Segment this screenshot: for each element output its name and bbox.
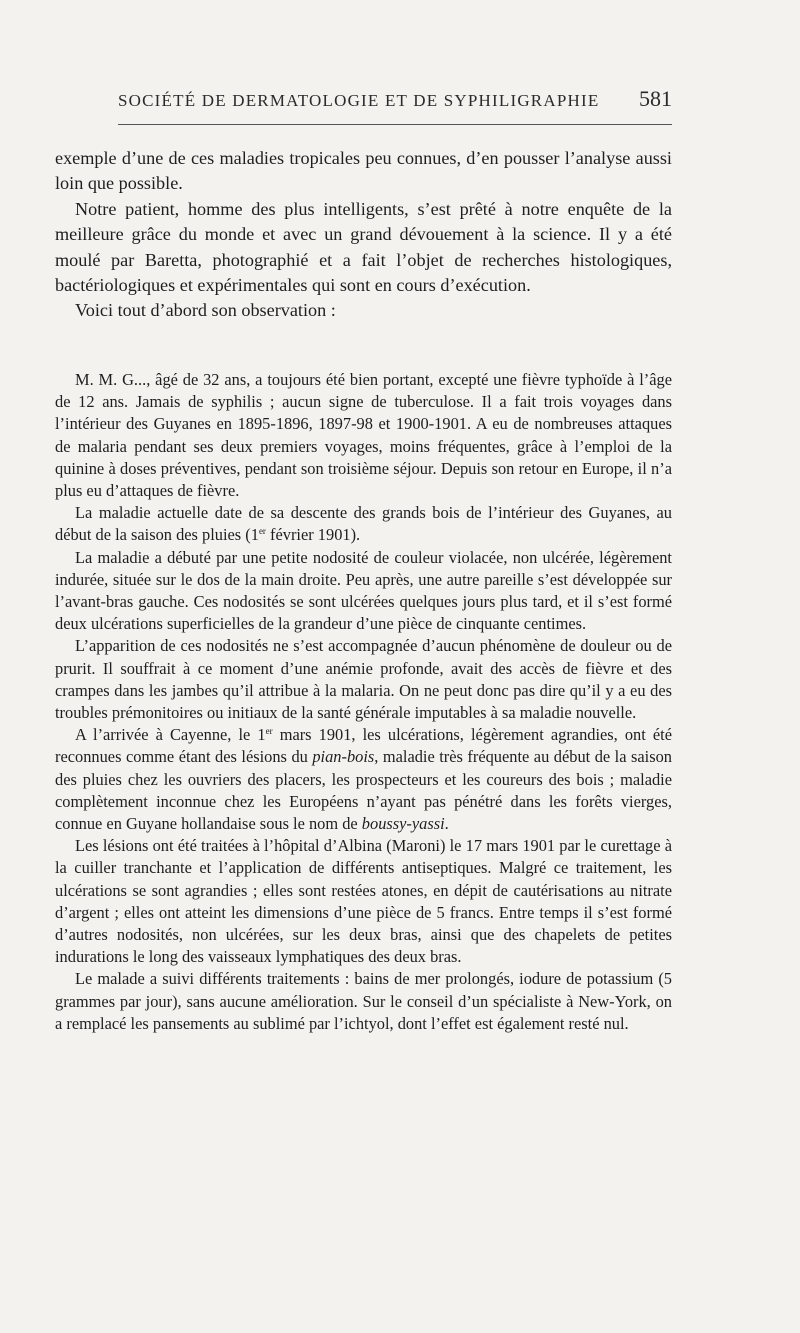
observation-paragraph-3: La maladie a débuté par une petite nodosité de couleur violacée, non ulcérée, légèrement indurée, située sur le dos de la main droite. Peu après, une autre pareille s’est développée sur l’avant-bras gauche. Ces nodosités se sont ulcérées quelques jours plus tard, et il s’est formé deux ulcérations superficielles de la grandeur d’une pièce de cinquante centimes. [55, 547, 672, 634]
intro-paragraph-1: exemple d’une de ces maladies tropicales peu connues, d’en pousser l’analyse aussi loin que possible. [55, 148, 672, 194]
observation-paragraph-5 [55, 724, 672, 835]
text-span: La maladie actuelle date de sa descente des grands bois de l’intérieur des Guyanes, au début de la saison des pluies (1 [55, 503, 672, 545]
text-span: mars 1901, les ulcérations, légèrement agrandies, ont été reconnues comme étant des lésions du [55, 725, 672, 767]
observation-paragraph-1: M. M. G..., âgé de 32 ans, a toujours été bien portant, excepté une fièvre typhoïde à l’âge de 12 ans. Jamais de syphilis ; aucun signe de tuberculose. Il a fait trois voyages dans l’intérieur des Guyanes en 1895-1896, 1897-98 et 1900-1901. A eu de nombreuses attaques de malaria pendant ses deux premiers voyages, moins fréquentes, grâce à l’emploi de la quinine à doses préventives, pendant son troisième séjour. Depuis son retour en Europe, il n’a plus eu d’attaques de fièvre. [55, 370, 672, 501]
intro-section [55, 146, 672, 324]
observation-paragraph-2 [55, 502, 672, 546]
observation-paragraph-4: L’apparition de ces nodosités ne s’est accompagnée d’aucun phénomène de douleur ou de prurit. Il souffrait à ce moment d’une anémie profonde, avait des accès de fièvre et des crampes dans les jambes qu’il attribue à la malaria. On ne peut donc pas dire qu’il y a eu des troubles prémonitoires ou initiaux de la santé générale imputables à sa maladie nouvelle. [55, 636, 672, 723]
observation-section [55, 369, 672, 1035]
text-span: , maladie très fréquente au début de la saison des pluies chez les ouvriers des placers, les prospecteurs et les coureurs des bois ; maladie complètement inconnue chez les Européens n’ayant pas pénétré dans les forêts vierges, connue en Guyane hollandaise sous le nom de [55, 747, 672, 834]
text-span: A l’arrivée à Cayenne, le 1 [75, 725, 266, 745]
text-span: . [444, 814, 449, 834]
ordinal-superscript: er [265, 726, 273, 737]
observation-paragraph-7: Le malade a suivi différents traitements : bains de mer prolongés, iodure de potassium (5 grammes par jour), sans aucune amélioration. Sur le conseil d’un spécialiste à New-York, on a remplacé les pansements au sublimé par l’ichtyol, dont l’effet est également resté nul. [55, 969, 672, 1033]
italic-term: boussy-yassi [361, 814, 445, 834]
text-span: février 1901). [265, 525, 361, 545]
running-title: SOCIÉTÉ DE DERMATOLOGIE ET DE SYPHILIGRAPHIE [118, 91, 600, 110]
intro-paragraph-3: Voici tout d’abord son observation : [75, 300, 336, 321]
ordinal-superscript: er [258, 526, 266, 537]
observation-paragraph-6: Les lésions ont été traitées à l’hôpital d’Albina (Maroni) le 17 mars 1901 par le curettage à la cuiller tranchante et l’application de différents antiseptiques. Malgré ce traitement, les ulcérations se sont agrandies ; elles sont restées atones, en dépit de cautérisations au nitrate d’argent ; elles ont atteint les dimensions d’une pièce de 5 francs. Entre temps il s’est formé d’autres nodosités, non ulcérées, sur les deux bras, ainsi que des chapelets de petites indurations le long des vaisseaux lymphatiques des deux bras. [55, 836, 672, 967]
running-header [118, 86, 672, 112]
intro-paragraph-2: Notre patient, homme des plus intelligents, s’est prêté à notre enquête de la meilleure grâce du monde et avec un grand dévouement à la science. Il y a été moulé par Baretta, photographié et a fait l’objet de recherches histologiques, bactériologiques et expérimentales qui sont en cours d’exécution. [55, 198, 672, 296]
italic-term: pian-bois [312, 747, 375, 767]
header-rule [118, 124, 672, 125]
page-number: 581 [639, 86, 672, 111]
